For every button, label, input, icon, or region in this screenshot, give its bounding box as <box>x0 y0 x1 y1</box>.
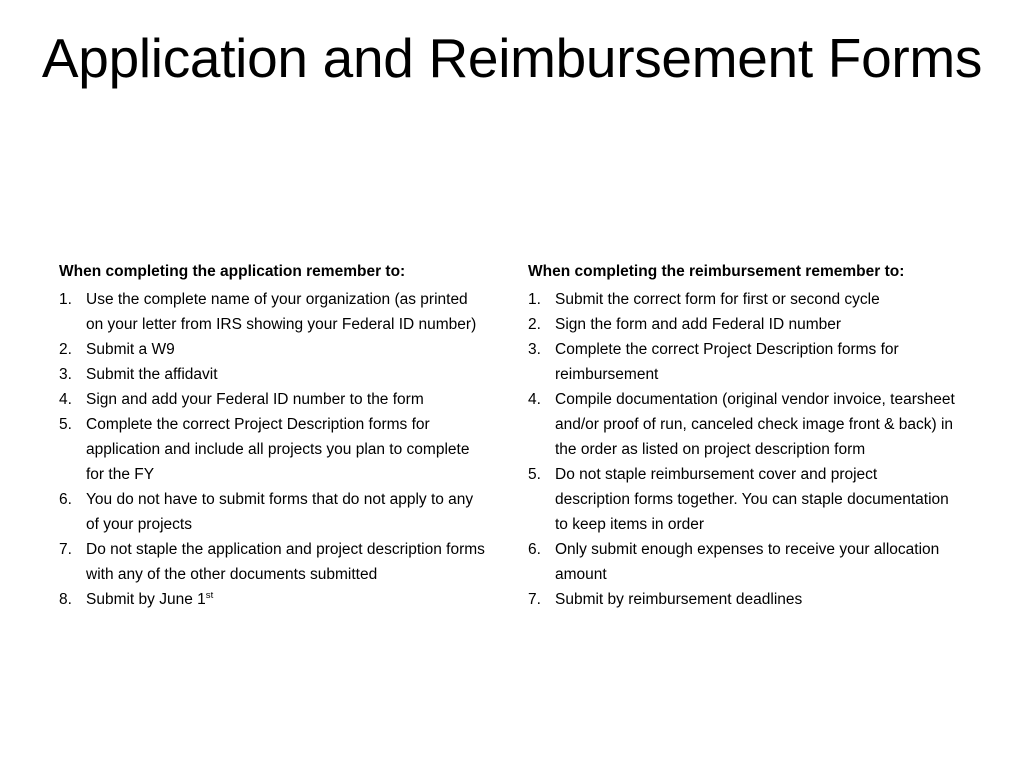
list-item <box>528 587 956 612</box>
list-item-text: Submit the affidavit <box>86 365 218 383</box>
list-item-number: 1. <box>528 290 541 308</box>
list-item <box>528 387 956 462</box>
list-item-number: 6. <box>59 490 72 508</box>
slide-title: Application and Reimbursement Forms <box>41 27 983 89</box>
list-item <box>59 387 487 412</box>
list-item-text: Complete the correct Project Description forms for reimbursement <box>555 340 899 383</box>
ordinal-suffix: st <box>205 589 214 601</box>
list-item-number: 1. <box>59 290 72 308</box>
list-item-text: Only submit enough expenses to receive your allocation amount <box>555 540 940 583</box>
list-item-number: 6. <box>528 540 541 558</box>
slide-body <box>0 260 1024 660</box>
application-column-heading: When completing the application remember to: <box>59 263 406 280</box>
list-item <box>59 537 487 587</box>
list-item-text <box>86 587 487 612</box>
list-item-text: You do not have to submit forms that do not apply to any of your projects <box>86 490 474 533</box>
list-item-number: 5. <box>528 465 541 483</box>
list-item <box>59 412 487 487</box>
list-item-number: 2. <box>528 315 541 333</box>
list-item <box>59 337 487 362</box>
list-item-number: 4. <box>59 390 72 408</box>
list-item-text: Use the complete name of your organization (as printed on your letter from IRS showing your Federal ID number) <box>86 290 477 333</box>
application-column <box>59 260 487 612</box>
list-item <box>528 287 956 312</box>
list-item-number: 3. <box>528 340 541 358</box>
list-item-number: 2. <box>59 340 72 358</box>
list-item-text: Do not staple reimbursement cover and project description forms together. You can staple documentation to keep items in order <box>555 465 949 533</box>
list-item <box>528 537 956 587</box>
list-item-text: Sign and add your Federal ID number to the form <box>86 390 424 408</box>
list-item-number: 4. <box>528 390 541 408</box>
list-item-text-main: Submit by June 1 <box>86 590 206 608</box>
list-item <box>59 587 487 612</box>
reimbursement-column <box>528 260 956 612</box>
list-item-text: Submit the correct form for first or second cycle <box>555 290 880 308</box>
list-item-number: 8. <box>59 590 72 608</box>
list-item-text: Submit a W9 <box>86 340 175 358</box>
list-item <box>528 462 956 537</box>
application-instruction-list <box>59 287 487 612</box>
list-item-text: Sign the form and add Federal ID number <box>555 315 842 333</box>
list-item <box>59 362 487 387</box>
list-item-number: 7. <box>59 540 72 558</box>
list-item-text: Complete the correct Project Description forms for application and include all projects you plan to complete for the FY <box>86 415 470 483</box>
list-item-text: Submit by reimbursement deadlines <box>555 590 803 608</box>
list-item-number: 3. <box>59 365 72 383</box>
list-item-text: Do not staple the application and project description forms with any of the other documents submitted <box>86 540 485 583</box>
list-item <box>528 337 956 387</box>
list-item <box>528 312 956 337</box>
list-item <box>59 287 487 337</box>
list-item-number: 7. <box>528 590 541 608</box>
list-item-text: Compile documentation (original vendor invoice, tearsheet and/or proof of run, canceled check image front & back) in the order as listed on project description form <box>555 390 955 458</box>
reimbursement-column-heading: When completing the reimbursement remember to: <box>528 263 905 280</box>
list-item-number: 5. <box>59 415 72 433</box>
reimbursement-instruction-list <box>528 287 956 612</box>
list-item <box>59 487 487 537</box>
